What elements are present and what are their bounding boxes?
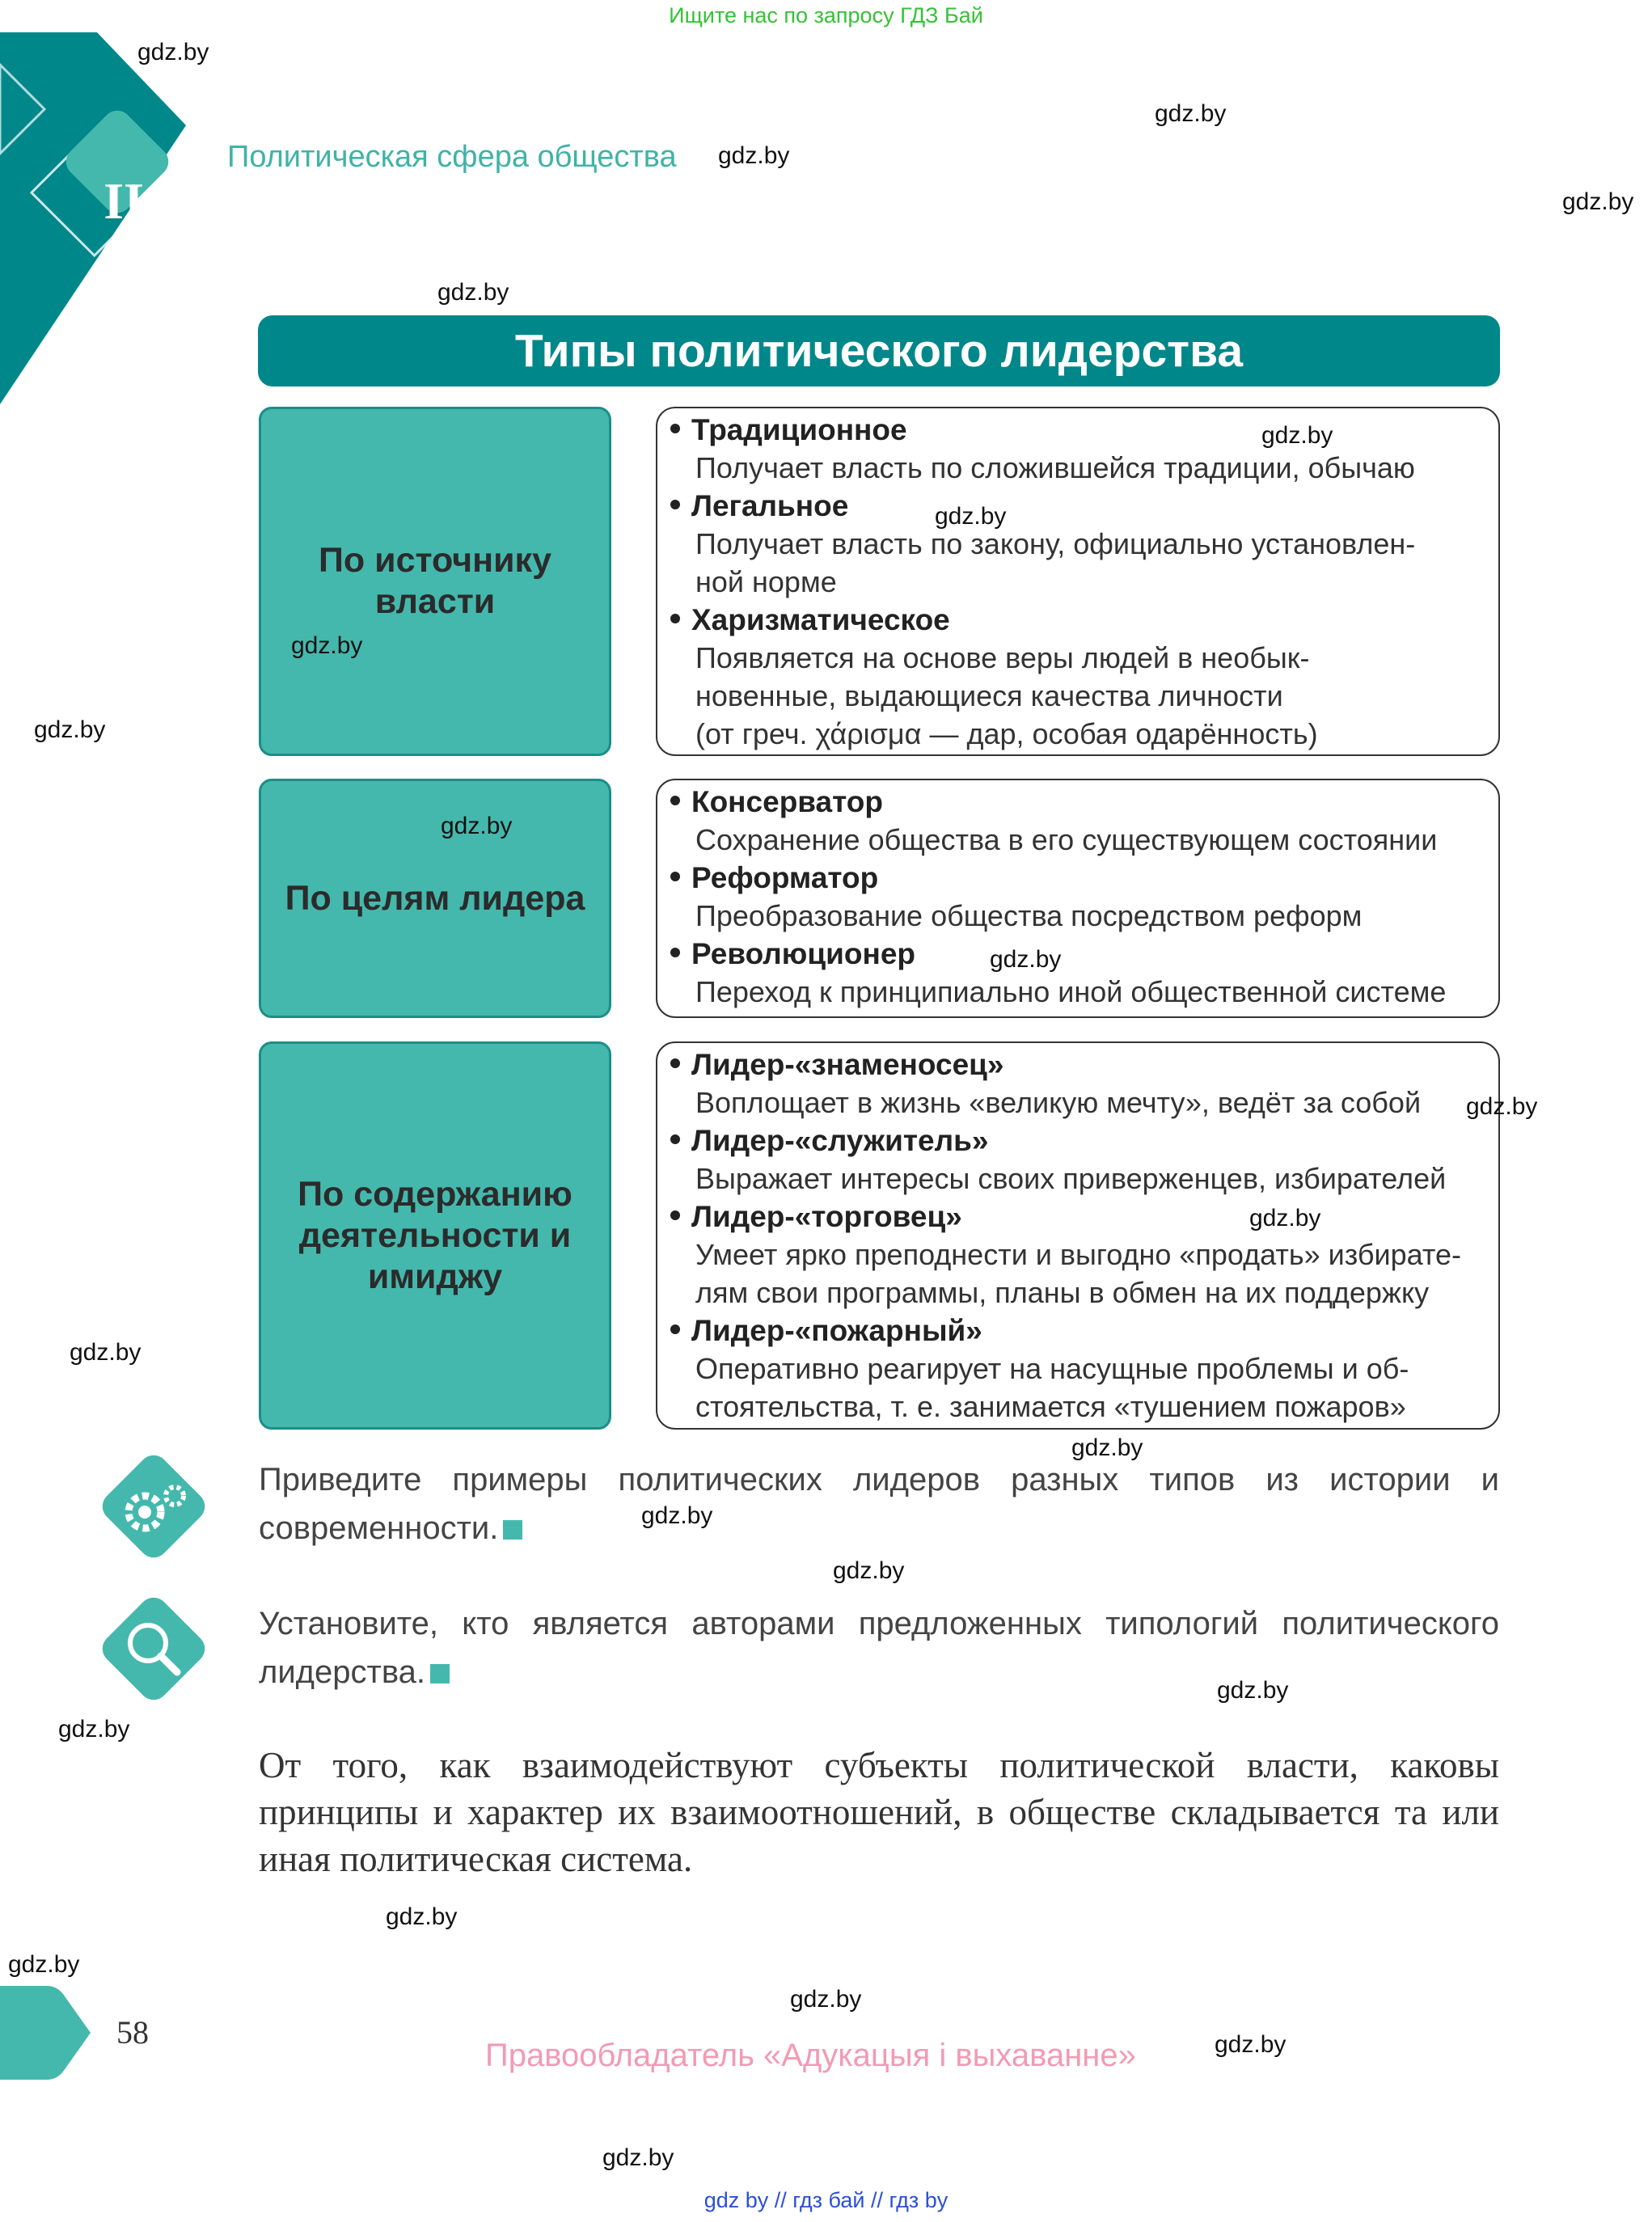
bullet-icon xyxy=(670,948,680,957)
list-item-term: Легальное xyxy=(670,489,848,523)
page-number: 58 xyxy=(116,2014,149,2051)
watermark: gdz.by xyxy=(291,632,363,659)
top-banner[interactable]: Ищите нас по запросу ГДЗ Бай xyxy=(669,3,983,27)
group-label-leader-goals: По целям лидера xyxy=(259,779,611,1018)
watermark: gdz.by xyxy=(58,1716,130,1743)
end-marker-icon xyxy=(503,1520,522,1540)
watermark: gdz.by xyxy=(1071,1434,1143,1461)
watermark: gdz.by xyxy=(790,1986,862,2013)
bullet-icon xyxy=(670,1210,680,1220)
main-paragraph: От того, как взаимодействуют субъекты политической власти, каковы принципы и характер их взаимоотношений, в обществе складывается та или иная политическая система. xyxy=(259,1745,1499,1879)
list-item-desc: Сохранение общества в его существующем состоянии xyxy=(695,823,1438,856)
watermark: gdz.by xyxy=(641,1502,713,1529)
magnifier-icon xyxy=(93,1588,214,1709)
list-item-desc: новенные, выдающиеся качества личности xyxy=(695,679,1283,712)
watermark: gdz.by xyxy=(1249,1205,1321,1231)
group-items-activity-image xyxy=(656,1041,1500,1430)
bullet-icon xyxy=(670,1058,680,1068)
diagram-title: Типы политического лидерства xyxy=(258,315,1500,387)
list-item-desc: Умеет ярко преподнести и выгодно «продать» избирате- xyxy=(695,1238,1461,1271)
list-item-term: Революционер xyxy=(670,937,915,971)
watermark: gdz.by xyxy=(8,1951,80,1978)
gears-icon xyxy=(93,1446,214,1567)
watermark: gdz.by xyxy=(1466,1093,1538,1120)
list-item-desc: Преобразование общества посредством реформ xyxy=(695,899,1363,932)
list-item-desc: ной норме xyxy=(695,565,837,598)
bullet-icon xyxy=(670,500,680,509)
group-label-activity-image: По содержанию деятельности и имиджу xyxy=(259,1041,611,1430)
bullet-icon xyxy=(670,614,680,623)
list-item-term: Лидер-«торговец» xyxy=(670,1200,962,1234)
bullet-icon xyxy=(670,1134,680,1144)
list-item-desc: лям свои программы, планы в обмен на их поддержку xyxy=(695,1276,1430,1309)
list-item-term: Консерватор xyxy=(670,785,883,819)
watermark: gdz.by xyxy=(1155,100,1227,127)
list-item-term: Харизматическое xyxy=(670,603,950,637)
bullet-icon xyxy=(670,1324,680,1334)
end-marker-icon xyxy=(430,1664,450,1683)
list-item-desc: Появляется на основе веры людей в необык- xyxy=(695,641,1310,674)
chapter-emblem xyxy=(0,32,243,420)
watermark: gdz.by xyxy=(386,1903,458,1930)
watermark: gdz.by xyxy=(70,1339,142,1366)
list-item-term: Лидер-«знаменосец» xyxy=(670,1048,1003,1082)
watermark: gdz.by xyxy=(718,142,790,169)
page-tab xyxy=(0,1986,97,2080)
list-item-desc: Выражает интересы своих приверженцев, избирателей xyxy=(695,1162,1447,1195)
group-items-power-source xyxy=(656,407,1500,756)
copyright-notice: Правообладатель «Адукацыя і выхаванне» xyxy=(485,2038,1136,2073)
list-item-desc: Оперативно реагирует на насущные проблемы и об- xyxy=(695,1352,1409,1385)
watermark: gdz.by xyxy=(990,946,1062,973)
list-item-desc: стоятельства, т. е. занимается «тушением пожаров» xyxy=(695,1390,1406,1423)
watermark: gdz.by xyxy=(437,279,509,306)
watermark: gdz.by xyxy=(1562,188,1634,215)
bullet-icon xyxy=(670,424,680,433)
list-item-desc: Воплощает в жизнь «великую мечту», ведёт за собой xyxy=(695,1086,1422,1119)
list-item-desc: Получает власть по закону, официально установлен- xyxy=(695,527,1416,560)
watermark: gdz.by xyxy=(935,503,1007,530)
list-item-desc: Получает власть по сложившейся традиции, обычаю xyxy=(695,451,1415,484)
task-examples: Приведите примеры политических лидеров разных типов из истории и современности. xyxy=(259,1462,1499,1546)
watermark: gdz.by xyxy=(1261,422,1333,449)
bottom-links[interactable]: gdz by // гдз бай // гдз by xyxy=(703,2188,949,2212)
watermark: gdz.by xyxy=(833,1557,905,1584)
task-authors: Установите, кто является авторами предложенных типологий политического лидерства. xyxy=(259,1606,1499,1690)
watermark: gdz.by xyxy=(137,39,209,65)
list-item-desc: Переход к принципиально иной общественной системе xyxy=(695,975,1447,1008)
group-items-leader-goals xyxy=(656,779,1500,1018)
watermark: gdz.by xyxy=(34,716,106,743)
list-item-term: Реформатор xyxy=(670,861,878,895)
list-item-term: Лидер-«служитель» xyxy=(670,1124,988,1158)
watermark: gdz.by xyxy=(1215,2031,1287,2058)
group-label-power-source: По источнику власти xyxy=(259,407,611,756)
list-item-desc: (от греч. χάρισμα — дар, особая одарённость) xyxy=(695,717,1318,750)
watermark: gdz.by xyxy=(1217,1677,1289,1704)
watermark: gdz.by xyxy=(602,2144,674,2171)
list-item-term: Лидер-«пожарный» xyxy=(670,1314,982,1348)
chapter-roman: II xyxy=(104,172,144,230)
bullet-icon xyxy=(670,872,680,881)
chapter-title: Политическая сфера общества xyxy=(227,140,677,174)
bullet-icon xyxy=(670,796,680,805)
list-item-term: Традиционное xyxy=(670,413,907,447)
watermark: gdz.by xyxy=(441,813,513,839)
